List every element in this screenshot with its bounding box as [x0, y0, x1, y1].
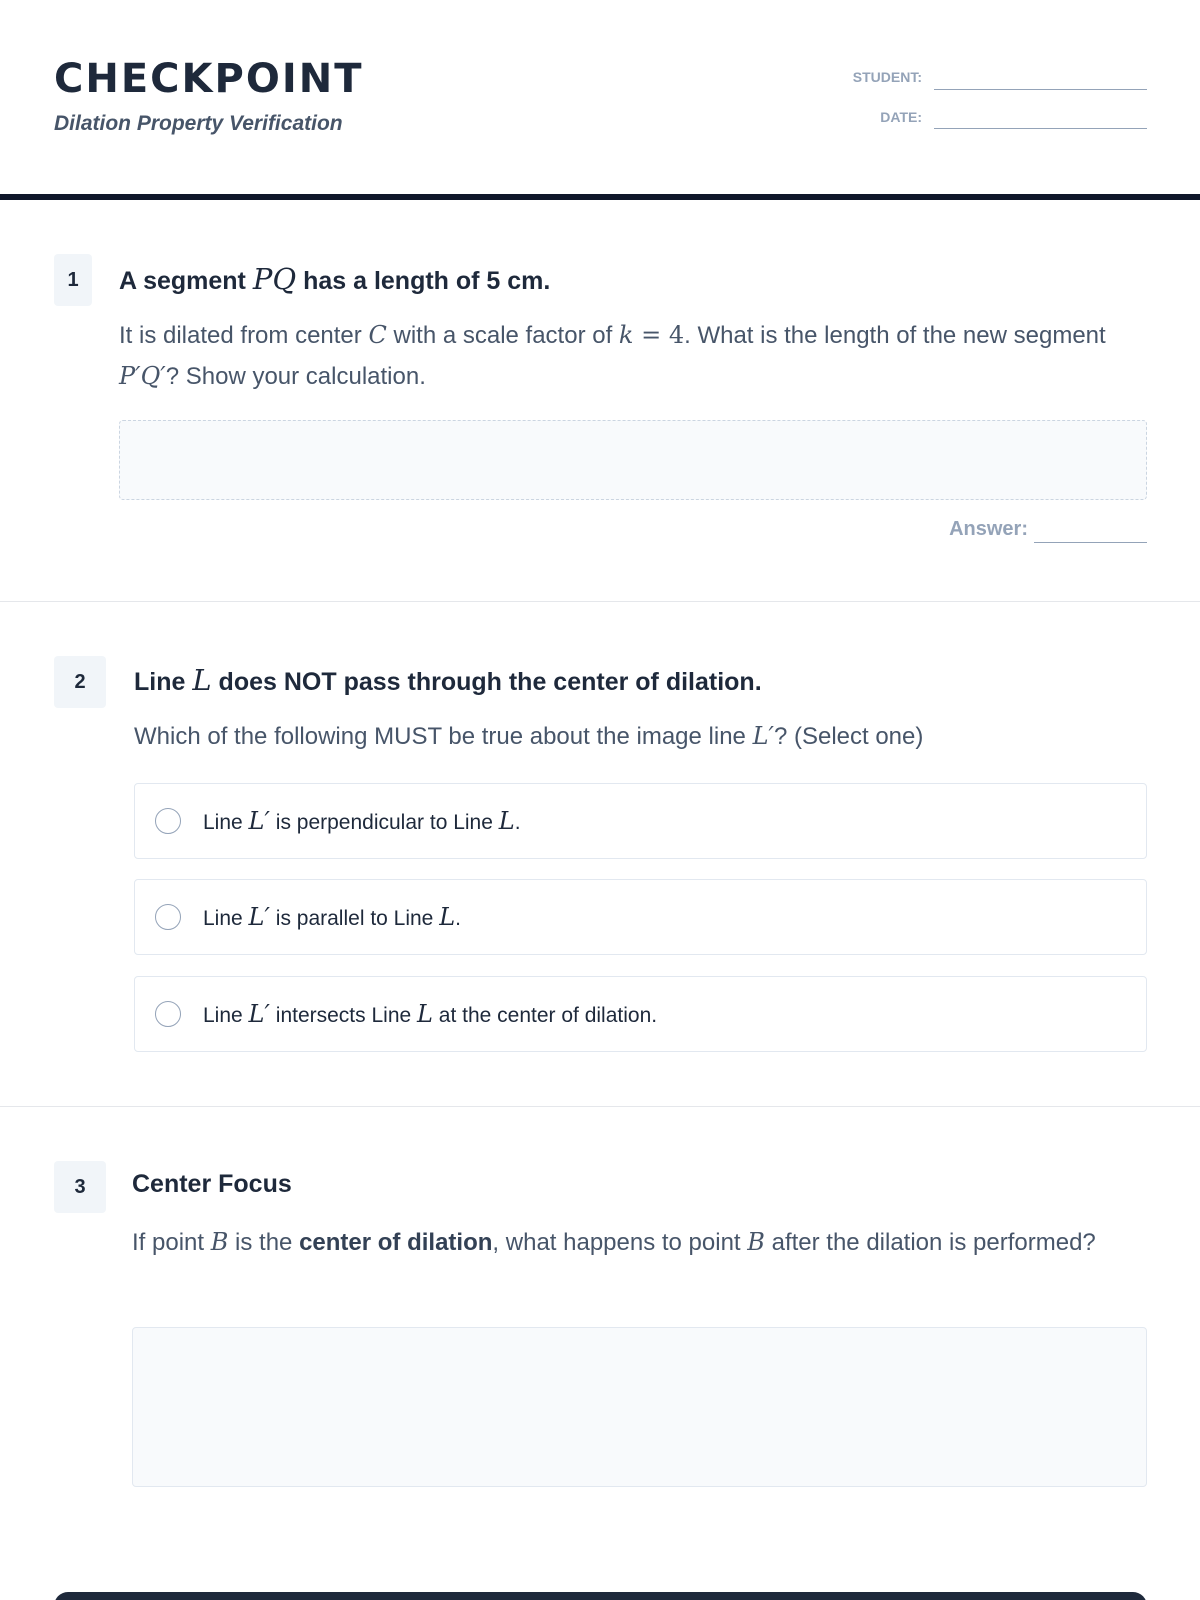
footer-bar	[54, 1592, 1147, 1600]
question-number: 2	[54, 656, 106, 708]
question-title: A segment PQ has a length of 5 cm.	[119, 262, 551, 296]
answer-field[interactable]	[1034, 542, 1147, 543]
page-header	[0, 0, 1200, 200]
option-label: Line L′ is parallel to Line L.	[203, 903, 461, 931]
answer-label: Answer:	[949, 518, 1028, 540]
question-title: Center Focus	[132, 1170, 292, 1198]
section-divider	[0, 601, 1200, 602]
response-area[interactable]	[132, 1327, 1147, 1487]
page-subtitle: Dilation Property Verification	[54, 112, 343, 135]
answer-option-1[interactable]	[134, 783, 1147, 859]
radio-button[interactable]	[155, 808, 181, 834]
answer-option-3[interactable]	[134, 976, 1147, 1052]
question-body: If point B is the center of dilation, what happens to point B after the dilation is performed?	[132, 1228, 1096, 1256]
section-divider	[0, 1106, 1200, 1107]
question-body: Which of the following MUST be true about the image line L′? (Select one)	[134, 722, 924, 750]
option-label: Line L′ intersects Line L at the center of dilation.	[203, 1000, 658, 1028]
option-label: Line L′ is perpendicular to Line L.	[203, 807, 521, 835]
answer-option-2[interactable]	[134, 879, 1147, 955]
question-number: 3	[54, 1161, 106, 1213]
student-name-field[interactable]	[934, 89, 1147, 90]
question-title: Line L does NOT pass through the center of dilation.	[134, 663, 762, 697]
page-title: CHECKPOINT	[54, 56, 364, 102]
date-field[interactable]	[934, 128, 1147, 129]
question-number: 1	[54, 254, 92, 306]
student-label: STUDENT:	[852, 69, 922, 85]
radio-button[interactable]	[155, 1001, 181, 1027]
work-area[interactable]	[119, 420, 1147, 500]
date-label: DATE:	[880, 109, 922, 125]
question-body: It is dilated from center C with a scale factor of k = 4. What is the length of the new segment P′Q′? Show your calculation.	[119, 321, 1106, 390]
radio-button[interactable]	[155, 904, 181, 930]
